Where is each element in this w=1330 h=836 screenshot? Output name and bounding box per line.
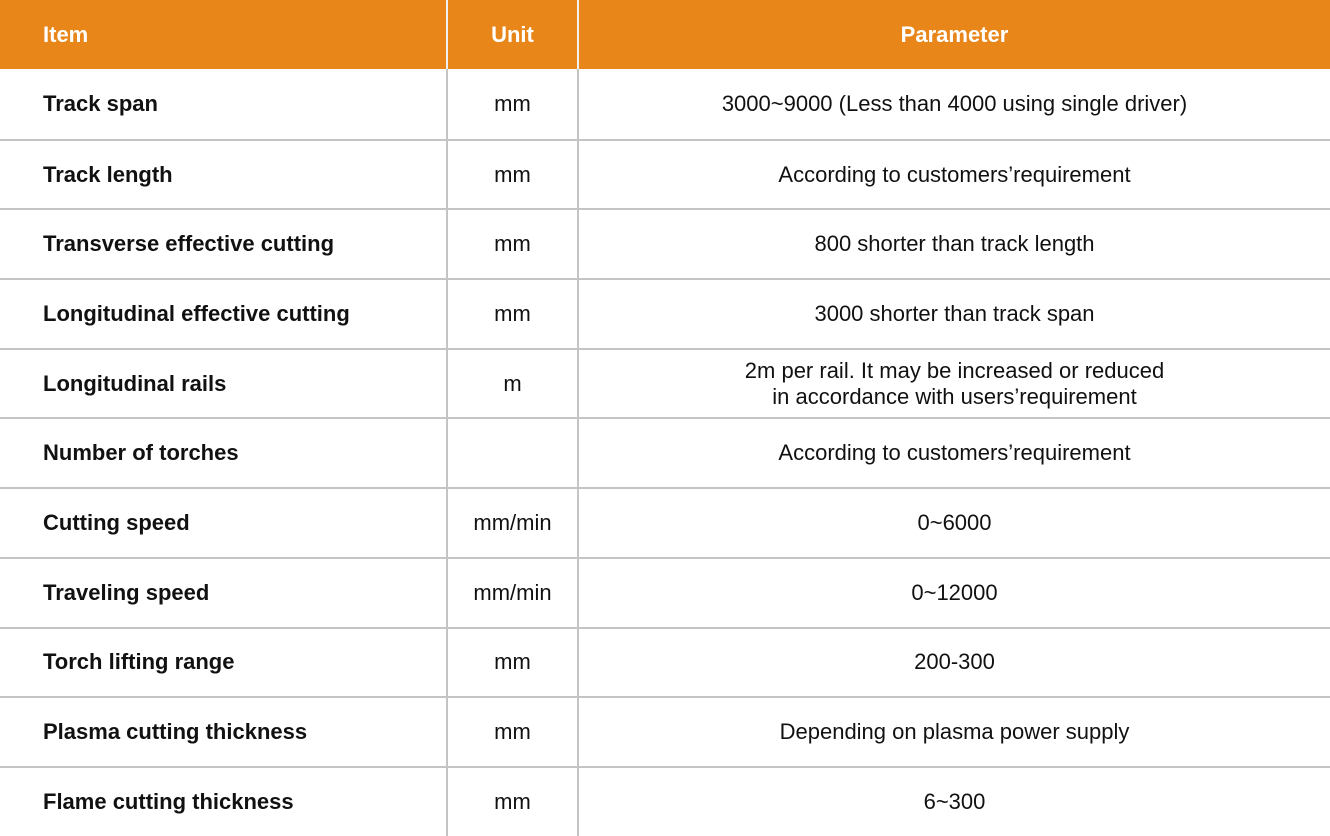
table-row — [0, 627, 1330, 697]
cell-parameter — [577, 141, 1330, 209]
header-parameter: Parameter — [577, 0, 1330, 69]
parameter-line-2: in accordance with users’requirement — [772, 383, 1137, 409]
cell-item: Track length — [43, 161, 173, 187]
cell-unit: mm — [446, 69, 577, 139]
cell-unit: mm — [446, 210, 577, 278]
cell-item: Cutting speed — [43, 509, 190, 535]
parameter-line-1: According to customers’requirement — [778, 161, 1131, 187]
table-row — [0, 417, 1330, 487]
table-row — [0, 487, 1330, 557]
parameter-line-1: Depending on plasma power supply — [779, 719, 1130, 745]
parameter-line-1: 200-300 — [914, 649, 995, 675]
cell-unit: mm — [446, 141, 577, 209]
cell-item: Flame cutting thickness — [43, 788, 294, 814]
parameter-line-1: 3000~9000 (Less than 4000 using single driver) — [721, 90, 1188, 116]
header-unit: Unit — [446, 0, 577, 69]
cell-parameter — [577, 419, 1330, 487]
cell-parameter — [577, 280, 1330, 348]
table-row — [0, 348, 1330, 418]
table-row — [0, 696, 1330, 766]
cell-parameter — [577, 489, 1330, 557]
parameter-line-1: 800 shorter than track length — [814, 231, 1095, 257]
cell-item: Track span — [43, 90, 158, 116]
table-body — [0, 69, 1330, 836]
parameter-line-1: 6~300 — [923, 788, 986, 814]
cell-parameter — [577, 768, 1330, 836]
table-row — [0, 557, 1330, 627]
table-row — [0, 278, 1330, 348]
cell-parameter — [577, 69, 1330, 139]
cell-item: Longitudinal rails — [43, 370, 227, 396]
table-row — [0, 766, 1330, 836]
header-item: Item — [43, 21, 89, 47]
cell-item: Torch lifting range — [43, 649, 235, 675]
cell-item: Number of torches — [43, 440, 239, 466]
parameter-line-1: 0~12000 — [911, 579, 998, 605]
cell-parameter — [577, 629, 1330, 697]
cell-item: Transverse effective cutting — [43, 231, 335, 257]
cell-unit: mm — [446, 768, 577, 836]
cell-parameter — [577, 559, 1330, 627]
table-header — [0, 0, 1330, 69]
cell-item: Plasma cutting thickness — [43, 719, 308, 745]
parameter-line-1: According to customers’requirement — [778, 440, 1131, 466]
table-row — [0, 208, 1330, 278]
table-row — [0, 69, 1330, 139]
cell-unit: mm — [446, 629, 577, 697]
cell-unit: mm/min — [446, 489, 577, 557]
cell-unit: mm — [446, 280, 577, 348]
parameter-line-1: 2m per rail. It may be increased or reduced — [744, 357, 1165, 383]
table-row — [0, 139, 1330, 209]
cell-unit: mm/min — [446, 559, 577, 627]
cell-unit: m — [446, 350, 577, 418]
cell-parameter — [577, 350, 1330, 418]
cell-item: Longitudinal effective cutting — [43, 300, 350, 326]
parameter-line-1: 3000 shorter than track span — [814, 300, 1095, 326]
cell-parameter — [577, 210, 1330, 278]
cell-parameter — [577, 698, 1330, 766]
parameter-line-1: 0~6000 — [917, 509, 992, 535]
cell-unit: mm — [446, 698, 577, 766]
cell-unit — [446, 419, 577, 487]
cell-item: Traveling speed — [43, 579, 210, 605]
